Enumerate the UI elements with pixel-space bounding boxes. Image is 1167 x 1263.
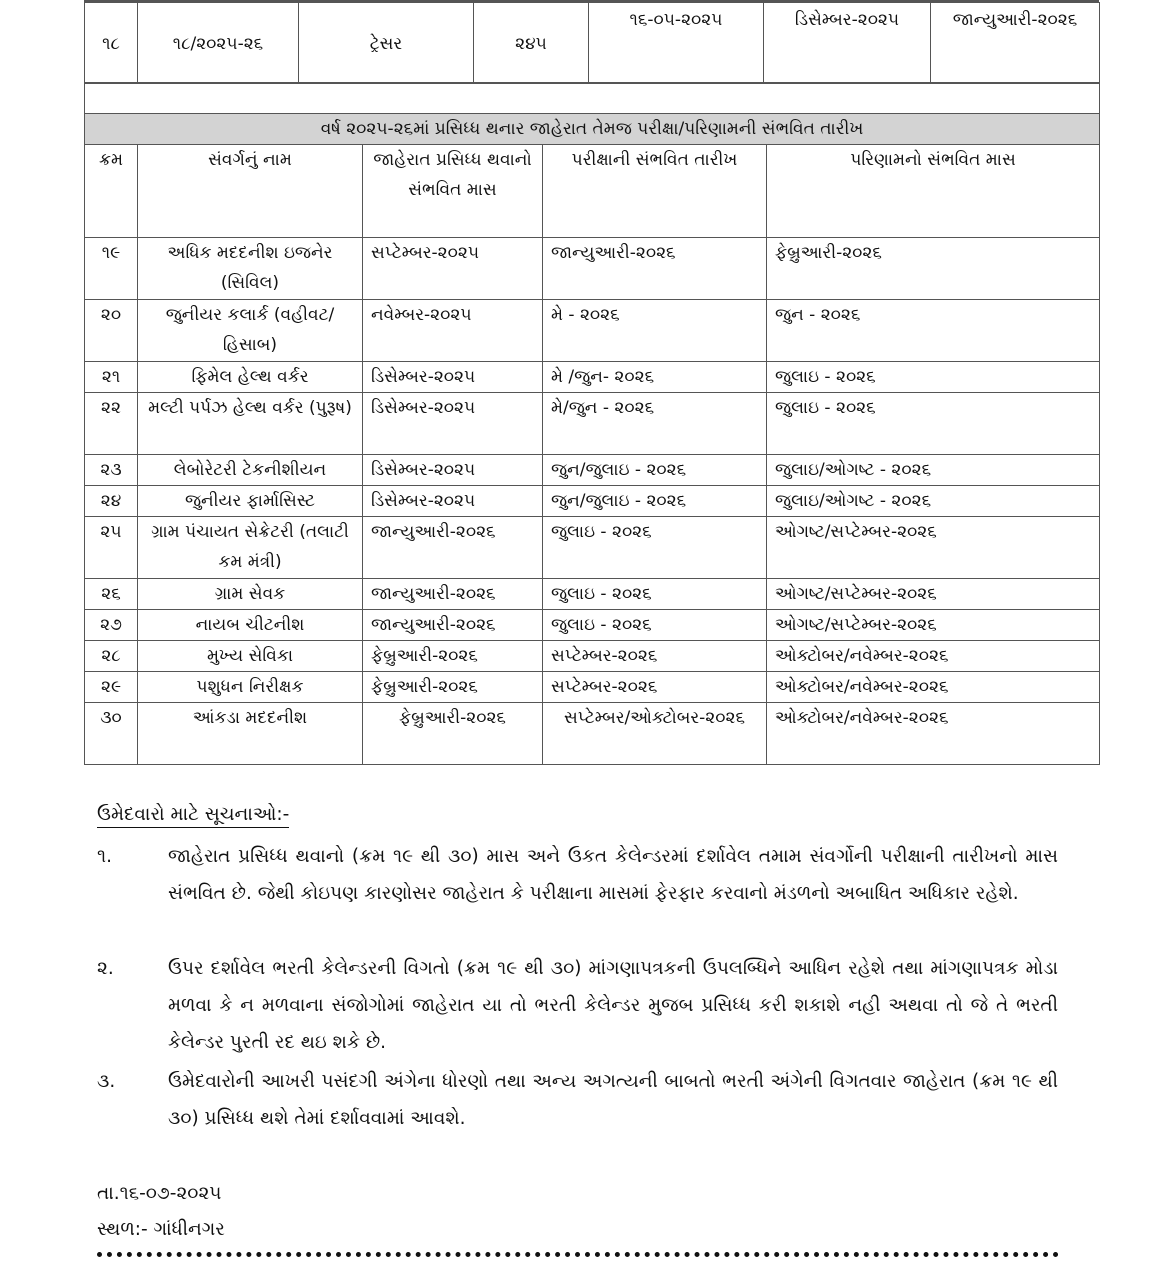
row-result-cell: જુલાઇ/ઓગષ્ટ - ૨૦૨૬ <box>767 486 1100 517</box>
table-row <box>85 703 1100 765</box>
row-result-cell: ઓક્ટોબર/નવેમ્બર-૨૦૨૬ <box>767 703 1100 765</box>
row-result-cell: જુન - ૨૦૨૬ <box>767 300 1100 362</box>
footer-place: સ્થળ:- ગાંધીનગર <box>97 1219 225 1240</box>
row-advt-cell: જાન્યુઆરી-૨૦૨૬ <box>363 579 543 610</box>
row-exam-cell: સપ્ટેમ્બર-૨૦૨૬ <box>543 641 767 672</box>
table-row <box>85 362 1100 393</box>
row-cadre-cell: મલ્ટી પર્પઝ હેલ્થ વર્કર (પુરૂષ) <box>138 393 363 455</box>
row-sr-cell: ૩૦ <box>85 703 138 765</box>
exam-cell: ડિસેમ્બર-૨૦૨૫ <box>764 3 931 84</box>
row-exam-cell: સપ્ટેમ્બર-૨૦૨૬ <box>543 672 767 703</box>
row-result-cell: જુલાઇ/ઓગષ્ટ - ૨૦૨૬ <box>767 455 1100 486</box>
blank-row <box>85 83 1100 114</box>
note-text: ઉપર દર્શાવેલ ભરતી કેલેન્ડરની વિગતો (ક્રમ ૧૯ થી ૩૦) માંગણાપત્રકની ઉપલબ્ધિને આધિન રહેશે તથા માંગણાપત્રક મોડા મળવા કે ન મળવાના સંજોગોમાં જાહેરાત યા તો ભરતી કેલેન્ડર મુજબ પ્રસિધ્ધ કરી શકાશે નહી અથવા તો જે તે ભરતી કેલેન્ડર પુરતી રદ થઇ શકે છે. <box>168 958 1058 1053</box>
table-row <box>85 486 1100 517</box>
result-cell: જાન્યુઆરી-૨૦૨૬ <box>931 3 1100 84</box>
row-advt-cell: ફેબ્રુઆરી-૨૦૨૬ <box>363 703 543 765</box>
row-exam-cell: જાન્યુઆરી-૨૦૨૬ <box>543 238 767 300</box>
table-body <box>85 238 1100 765</box>
row-cadre-cell: જુનીયર કલાર્ક (વહીવટ/હિસાબ) <box>138 300 363 362</box>
row-cadre-cell: નાયબ ચીટનીશ <box>138 610 363 641</box>
row-advt-cell: નવેમ્બર-૨૦૨૫ <box>363 300 543 362</box>
row-exam-cell: મે - ૨૦૨૬ <box>543 300 767 362</box>
previous-advt-table <box>84 2 1100 84</box>
row-sr-cell: ૨૭ <box>85 610 138 641</box>
row-sr-cell: ૨૧ <box>85 362 138 393</box>
calendar-table <box>84 82 1100 765</box>
sr-cell: ૧૮ <box>85 3 138 84</box>
advt-date-cell: ૧૬-૦૫-૨૦૨૫ <box>589 3 764 84</box>
footer-date: તા.૧૬-૦૭-૨૦૨૫ <box>97 1183 222 1204</box>
row-cadre-cell: ગ્રામ પંચાયત સેક્રેટરી (તલાટી કમ મંત્રી) <box>138 517 363 579</box>
row-sr-cell: ૧૯ <box>85 238 138 300</box>
row-cadre-cell: લેબોરેટરી ટેકનીશીયન <box>138 455 363 486</box>
note-text: જાહેરાત પ્રસિધ્ધ થવાનો (ક્રમ ૧૯ થી ૩૦) માસ અને ઉકત કેલેન્ડરમાં દર્શાવેલ તમામ સંવર્ગોની પરીક્ષાની તારીખનો માસ સંભવિત છે. જેથી કોઇપણ કારણોસર જાહેરાત કે પરીક્ષાના માસમાં ફેરફાર કરવાનો મંડળનો અબાધિત અધિકાર રહેશે. <box>168 846 1058 904</box>
row-exam-cell: જુલાઇ - ૨૦૨૬ <box>543 579 767 610</box>
row-advt-cell: ફેબ્રુઆરી-૨૦૨૬ <box>363 672 543 703</box>
row-sr-cell: ૨૬ <box>85 579 138 610</box>
row-advt-cell: ડિસેમ્બર-૨૦૨૫ <box>363 455 543 486</box>
table-row <box>85 641 1100 672</box>
row-cadre-cell: જુનીયર ફાર્માસિસ્ટ <box>138 486 363 517</box>
row-exam-cell: જુન/જુલાઇ - ૨૦૨૬ <box>543 486 767 517</box>
row-result-cell: જુલાઇ - ૨૦૨૬ <box>767 362 1100 393</box>
row-sr-cell: ૨૪ <box>85 486 138 517</box>
advt-no-cell: ૧૮/૨૦૨૫-૨૬ <box>138 3 299 84</box>
row-cadre-cell: આંકડા મદદનીશ <box>138 703 363 765</box>
dotted-separator <box>97 1252 1059 1257</box>
row-result-cell: જુલાઇ - ૨૦૨૬ <box>767 393 1100 455</box>
row-advt-cell: જાન્યુઆરી-૨૦૨૬ <box>363 517 543 579</box>
note-number: ૨. <box>97 958 114 979</box>
row-result-cell: ઓક્ટોબર/નવેમ્બર-૨૦૨૬ <box>767 641 1100 672</box>
table-row <box>85 610 1100 641</box>
row-exam-cell: જુલાઇ - ૨૦૨૬ <box>543 610 767 641</box>
row-advt-cell: જાન્યુઆરી-૨૦૨૬ <box>363 610 543 641</box>
table-row <box>85 3 1100 84</box>
row-cadre-cell: ફિમેલ હેલ્થ વર્કર <box>138 362 363 393</box>
row-advt-cell: ફેબ્રુઆરી-૨૦૨૬ <box>363 641 543 672</box>
row-exam-cell: જુન/જુલાઇ - ૨૦૨૬ <box>543 455 767 486</box>
row-sr-cell: ૨૯ <box>85 672 138 703</box>
row-sr-cell: ૨૨ <box>85 393 138 455</box>
row-cadre-cell: મુખ્ય સેવિકા <box>138 641 363 672</box>
row-sr-cell: ૨૮ <box>85 641 138 672</box>
row-result-cell: ઓગષ્ટ/સપ્ટેમ્બર-૨૦૨૬ <box>767 610 1100 641</box>
row-result-cell: ઓગષ્ટ/સપ્ટેમ્બર-૨૦૨૬ <box>767 579 1100 610</box>
row-advt-cell: ડિસેમ્બર-૨૦૨૫ <box>363 486 543 517</box>
header-sr: ક્રમ <box>85 145 138 238</box>
row-cadre-cell: પશુધન નિરીક્ષક <box>138 672 363 703</box>
row-sr-cell: ૨૩ <box>85 455 138 486</box>
table-row <box>85 238 1100 300</box>
table-row <box>85 393 1100 455</box>
row-advt-cell: ડિસેમ્બર-૨૦૨૫ <box>363 393 543 455</box>
row-cadre-cell: ગ્રામ સેવક <box>138 579 363 610</box>
row-sr-cell: ૨૦ <box>85 300 138 362</box>
row-result-cell: ઓગષ્ટ/સપ્ટેમ્બર-૨૦૨૬ <box>767 517 1100 579</box>
row-advt-cell: સપ્ટેમ્બર-૨૦૨૫ <box>363 238 543 300</box>
header-exam-date: પરીક્ષાની સંભવિત તારીખ <box>543 145 767 238</box>
banner-title: વર્ષ ૨૦૨૫-૨૬માં પ્રસિધ્ધ થનાર જાહેરાત તેમજ પરીક્ષા/પરિણામની સંભવિત તારીખ <box>85 114 1100 145</box>
row-advt-cell: ડિસેમ્બર-૨૦૨૫ <box>363 362 543 393</box>
row-cadre-cell: અધિક મદદનીશ ઇજનેર (સિવિલ) <box>138 238 363 300</box>
row-exam-cell: સપ્ટેમ્બર/ઓક્ટોબર-૨૦૨૬ <box>543 703 767 765</box>
row-sr-cell: ૨૫ <box>85 517 138 579</box>
row-exam-cell: જુલાઇ - ૨૦૨૬ <box>543 517 767 579</box>
table-header-row <box>85 145 1100 238</box>
notes-title: ઉમેદવારો માટે સૂચનાઓ:- <box>97 803 289 828</box>
note-text: ઉમેદવારોની આખરી પસંદગી અંગેના ધોરણો તથા અન્ય અગત્યની બાબતો ભરતી અંગેની વિગતવાર જાહેરાત (ક્રમ ૧૯ થી ૩૦) પ્રસિધ્ધ થશે તેમાં દર્શાવવામાં આવશે. <box>168 1071 1058 1129</box>
row-exam-cell: મે/જુન - ૨૦૨૬ <box>543 393 767 455</box>
row-exam-cell: મે /જુન- ૨૦૨૬ <box>543 362 767 393</box>
table-row <box>85 579 1100 610</box>
table-row <box>85 517 1100 579</box>
count-cell: ૨૪૫ <box>474 3 589 84</box>
table-row <box>85 672 1100 703</box>
table-row <box>85 455 1100 486</box>
post-cell: ટ્રેસર <box>299 3 474 84</box>
row-result-cell: ફેબ્રુઆરી-૨૦૨૬ <box>767 238 1100 300</box>
header-advt-month: જાહેરાત પ્રસિધ્ધ થવાનો સંભવિત માસ <box>363 145 543 238</box>
note-number: ૧. <box>97 846 112 867</box>
header-cadre: સંવર્ગનું નામ <box>138 145 363 238</box>
note-number: ૩. <box>97 1071 116 1092</box>
table-row <box>85 300 1100 362</box>
header-result-month: પરિણામનો સંભવિત માસ <box>767 145 1100 238</box>
table-banner <box>85 114 1100 145</box>
row-result-cell: ઓક્ટોબર/નવેમ્બર-૨૦૨૬ <box>767 672 1100 703</box>
